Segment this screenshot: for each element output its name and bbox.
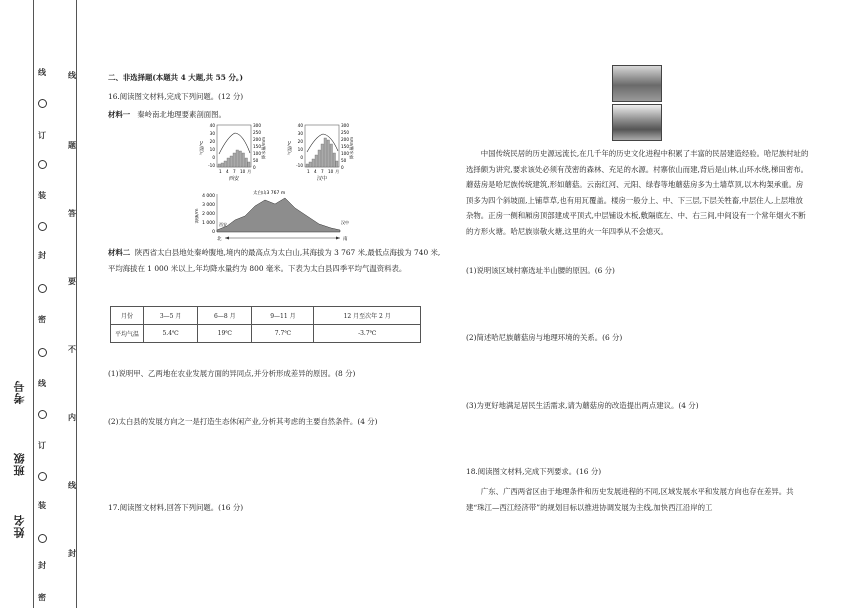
binding-char: 装	[38, 500, 46, 510]
tick: 0	[300, 155, 303, 160]
profile-ylabel: 海拔/m	[195, 208, 200, 224]
tick: 50	[253, 158, 259, 163]
section-title: 二、非选择题(本题共 4 大题,共 55 分。)	[108, 73, 244, 82]
binding-hole	[38, 348, 47, 357]
binding-char: 答	[68, 208, 76, 218]
north-label: 北	[217, 237, 222, 242]
binding-char: 要	[68, 276, 76, 286]
tick: 1 000	[202, 221, 215, 226]
material2-text: 陕西省太白县地处秦岭腹地,境内的最高点为太白山,其海拔为 3 767 米,最低点海拔为 740 米,平均海拔在 1 000 米以上,年均降水量约为 800 毫米。下表为太白县四季平均气温资料表。	[108, 248, 441, 273]
ylabel: 降水量/mm	[261, 136, 266, 160]
tick: 30	[209, 131, 215, 136]
binding-hole	[38, 472, 47, 481]
tick: 0	[253, 165, 256, 170]
binding-char: 线	[68, 70, 76, 80]
binding-char: 密	[38, 314, 46, 324]
q18-stem: 18.阅读图文材料,完成下列要求。(16 分)	[466, 467, 602, 476]
binding-char: 线	[38, 67, 46, 77]
precip-bars-left	[218, 150, 250, 167]
binding-char: 密	[38, 592, 46, 602]
profile-east-station: 汉中	[341, 220, 349, 225]
tick: 20	[209, 139, 215, 144]
mountain-shape	[217, 198, 340, 232]
table-row	[111, 325, 421, 343]
table-cell: 7.7℃	[252, 325, 314, 343]
table-header-cell: 9—11 月	[252, 307, 314, 325]
q16-stem: 16.阅读图文材料,完成下列问题。(12 分)	[108, 92, 244, 101]
ylabel: 气温/℃	[199, 140, 204, 156]
month: 4	[314, 169, 317, 174]
q16-subquestion-1: (1)说明甲、乙两地在农业发展方面的异同点,并分析形成差异的原因。(8 分)	[108, 369, 356, 378]
station-right: 汉中	[316, 176, 328, 182]
table-row	[111, 307, 421, 325]
tick: -10	[296, 163, 303, 168]
binding-line-inner	[76, 0, 77, 608]
temperature-table	[110, 306, 421, 343]
binding-char: 订	[38, 440, 46, 450]
profile-west-station: 西安	[219, 222, 227, 227]
tick: 100	[253, 151, 261, 156]
tick: 300	[253, 123, 261, 128]
q16-material2	[108, 245, 446, 276]
tick: 250	[253, 130, 261, 135]
tick: 250	[341, 130, 349, 135]
table-header-cell: 12 月至次年 2 月	[314, 307, 421, 325]
tick: 4 000	[202, 194, 215, 199]
tick: 40	[297, 123, 303, 128]
binding-char: 线	[38, 378, 46, 388]
exam-number-label: 考号	[13, 380, 26, 404]
right-subquestion-2: (2)简述哈尼族蘑菇房与地理环境的关系。(6 分)	[466, 333, 623, 342]
tick: 200	[341, 137, 349, 142]
tick: 40	[209, 123, 215, 128]
binding-line-outer	[33, 0, 34, 608]
q18-text: 广东、广西两省区由于地理条件和历史发展进程的不同,区域发展水平和发展方向也存在差异。共建“珠江—西江经济带”的规划目标以推进协调发展为主线,加快西江沿岸的工	[466, 487, 794, 512]
binding-char: 内	[68, 412, 76, 422]
binding-char: 封	[38, 560, 46, 570]
class-label: 班级	[13, 452, 26, 476]
month: 1	[219, 169, 222, 174]
month: 月	[335, 169, 340, 174]
tick: 100	[341, 151, 349, 156]
material2-label: 材料二	[108, 248, 131, 257]
binding-char: 不	[68, 344, 76, 354]
month: 1	[307, 169, 310, 174]
qinling-profile-figure	[195, 120, 375, 245]
month: 10	[328, 169, 334, 174]
right-subquestion-3: (3)为更好地满足居民生活需求,请为蘑菇房的改造提出两点建议。(4 分)	[466, 401, 699, 410]
tick: 10	[209, 147, 215, 152]
south-label: 南	[343, 237, 348, 242]
table-cell: 19℃	[198, 325, 252, 343]
month: 4	[226, 169, 229, 174]
q17-stem: 17.阅读图文材料,回答下列问题。(16 分)	[108, 503, 244, 512]
right-subquestion-1: (1)说明该区域村寨选址半山腰的原因。(6 分)	[466, 266, 615, 275]
binding-char: 线	[68, 480, 76, 490]
binding-char: 封	[68, 548, 76, 558]
material1-label: 材料一	[108, 110, 131, 119]
tick: -10	[208, 163, 215, 168]
table-cell: 平均气温	[111, 325, 144, 343]
q16-subquestion-2: (2)太白县的发展方向之一是打造生态休闲产业,分析其考虑的主要自然条件。(4 分)	[108, 417, 378, 426]
tick: 50	[341, 158, 347, 163]
binding-hole	[38, 222, 47, 231]
terraced-field-photo	[612, 65, 662, 102]
tick: 30	[297, 131, 303, 136]
tick: 0	[341, 165, 344, 170]
binding-char: 装	[38, 190, 46, 200]
hani-house-passage: 中国传统民居的历史源远流长,在几千年的历史文化进程中积累了丰富的民居建造经验。哈尼族村址的选择颇为讲究,要求该处必须有茂密的森林、充足的水源。村寨依山而建,背后是山林,山环水绕,梯田密布。蘑菇房是哈尼族传统建筑,形如蘑菇。云南红河、元阳、绿春等地蘑菇房多为土墙草顶,以木构架承重。房顶多为四个斜坡面,上铺草草,也有用瓦覆盖。楼房一般分上、中、下三层,下层关牲畜,中层住人,上层堆放杂物。正房一侧和厢房顶部建成平顶式,中层铺设木板,敷隔底左、中、右三间,中间设有一个常年烟火不断的方形火塘。哈尼族崇敬火塘,这里的火一年四季从不会熄灭。	[466, 149, 809, 236]
terrain-profile	[195, 189, 349, 242]
month: 7	[233, 169, 236, 174]
tick: 150	[341, 144, 349, 149]
table-header-cell: 月份	[111, 307, 144, 325]
binding-hole	[38, 284, 47, 293]
table-cell: -3.7℃	[314, 325, 421, 343]
ylabel: 降水量/mm	[349, 136, 354, 160]
tick: 20	[297, 139, 303, 144]
tick: 200	[253, 137, 261, 142]
tick: 0	[212, 230, 215, 235]
peak-label: 太白山3 767 m	[253, 191, 286, 196]
binding-hole	[38, 534, 47, 543]
month: 7	[321, 169, 324, 174]
table-header-cell: 3—5 月	[144, 307, 198, 325]
material1-text: 秦岭南北地理要素剖面图。	[137, 110, 226, 119]
binding-hole	[38, 410, 47, 419]
binding-hole	[38, 160, 47, 169]
station-left: 西安	[228, 176, 240, 182]
climate-chart-right	[286, 123, 355, 182]
binding-hole	[38, 99, 47, 108]
month: 月	[247, 169, 252, 174]
binding-char: 订	[38, 130, 46, 140]
table-header-cell: 6—8 月	[198, 307, 252, 325]
climate-chart-left	[198, 123, 267, 182]
tick: 300	[341, 123, 349, 128]
table-cell: 5.4℃	[144, 325, 198, 343]
tick: 10	[297, 147, 303, 152]
temp-curve-left	[219, 133, 250, 154]
mushroom-house-photo	[612, 104, 662, 141]
binding-char: 封	[38, 250, 46, 260]
ylabel: 气温/℃	[287, 140, 292, 156]
month: 10	[240, 169, 246, 174]
tick: 0	[212, 155, 215, 160]
tick: 2 000	[202, 212, 215, 217]
tick: 3 000	[202, 203, 215, 208]
name-label: 姓名	[13, 514, 26, 538]
tick: 150	[253, 144, 261, 149]
binding-char: 题	[68, 140, 76, 150]
